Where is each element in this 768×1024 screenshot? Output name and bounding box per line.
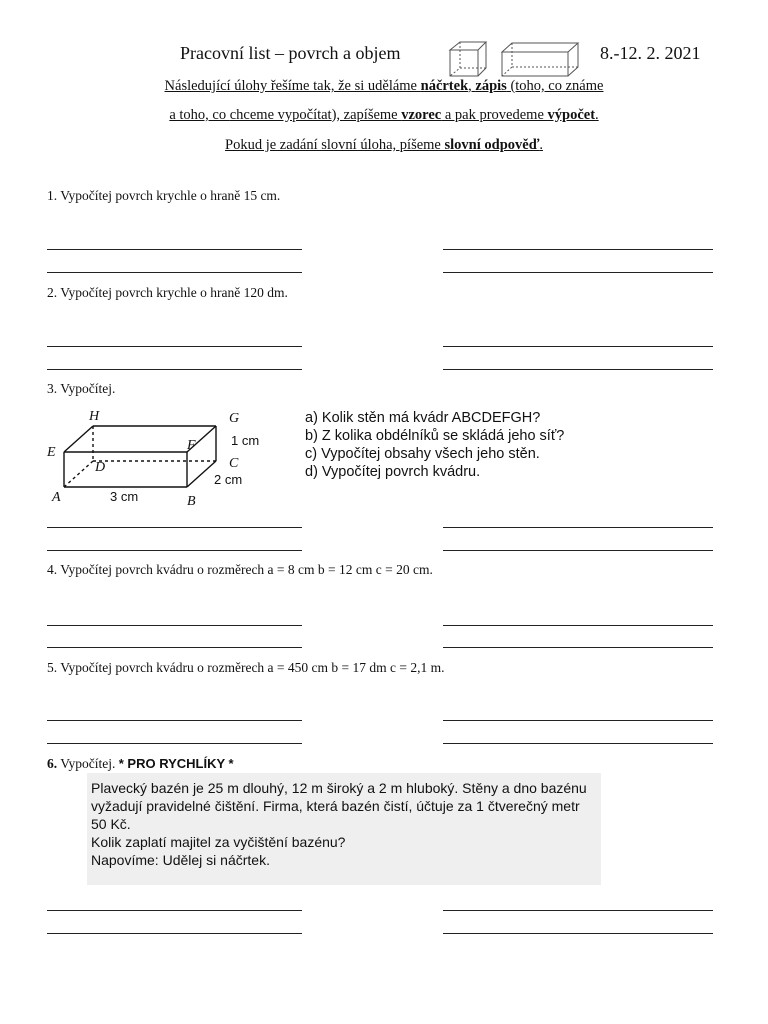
- vertex-label: F: [187, 438, 196, 453]
- answer-line: [47, 910, 302, 911]
- date: 8.-12. 2. 2021: [600, 43, 701, 63]
- answer-line: [443, 910, 713, 911]
- answer-line: [443, 369, 713, 370]
- answer-line: [443, 933, 713, 934]
- intro-line-1: Následující úlohy řešíme tak, že si uděláme náčrtek, zápis (toho, co známe: [164, 78, 604, 94]
- vertex-label: B: [187, 494, 196, 509]
- question-item: a) Kolik stěn má kvádr ABCDEFGH?: [305, 410, 541, 426]
- task-3: 3. Vypočítej.: [47, 381, 116, 396]
- answer-line: [443, 346, 713, 347]
- cuboid-icon: [498, 40, 582, 78]
- vertex-label: E: [47, 445, 56, 460]
- task-6: 6. Vypočítej. * PRO RYCHLÍKY *: [47, 756, 234, 771]
- question-item: b) Z kolika obdélníků se skládá jeho síť?: [305, 428, 565, 444]
- answer-line: [443, 647, 713, 648]
- answer-line: [47, 625, 302, 626]
- answer-line: [47, 743, 302, 744]
- answer-line: [47, 249, 302, 250]
- pool-text-line: vyžadují pravidelné čištění. Firma, která bazén čistí, účtuje za 1 čtverečný metr: [91, 798, 580, 814]
- intro-line-3: Pokud je zadání slovní úloha, píšeme slovní odpověď.: [225, 137, 543, 153]
- cuboid-diagram: [44, 405, 276, 509]
- pool-text-line: 50 Kč.: [91, 816, 131, 832]
- dim-label-a: 3 cm: [110, 489, 139, 504]
- answer-line: [47, 647, 302, 648]
- task-5: 5. Vypočítej povrch kvádru o rozměrech a = 450 cm b = 17 dm c = 2,1 m.: [47, 660, 445, 675]
- vertex-label: A: [52, 490, 61, 505]
- answer-line: [443, 249, 713, 250]
- answer-line: [443, 527, 713, 528]
- dim-label-b: 2 cm: [214, 472, 243, 487]
- question-item: d) Vypočítej povrch kvádru.: [305, 464, 481, 480]
- intro-line-2: a toho, co chceme vypočítat), zapíšeme vzorec a pak provedeme výpočet.: [169, 107, 599, 123]
- answer-line: [47, 527, 302, 528]
- answer-line: [47, 272, 302, 273]
- answer-line: [443, 743, 713, 744]
- vertex-label: D: [95, 460, 106, 475]
- task-2: 2. Vypočítej povrch krychle o hraně 120 dm.: [47, 285, 288, 300]
- answer-line: [47, 933, 302, 934]
- vertex-label: G: [229, 411, 240, 426]
- vertex-label: C: [229, 456, 239, 471]
- cube-icon: [446, 40, 492, 78]
- question-item: c) Vypočítej obsahy všech jeho stěn.: [305, 446, 540, 462]
- task-1: 1. Vypočítej povrch krychle o hraně 15 cm.: [47, 188, 281, 203]
- answer-line: [47, 346, 302, 347]
- pool-text-line: Napovíme: Udělej si náčrtek.: [91, 852, 270, 868]
- answer-line: [47, 369, 302, 370]
- vertex-label: H: [89, 409, 100, 424]
- pool-text-line: Kolik zaplatí majitel za vyčištění bazénu?: [91, 834, 346, 850]
- answer-line: [443, 625, 713, 626]
- task3-questions: [305, 409, 564, 481]
- dim-label-c: 1 cm: [231, 433, 260, 448]
- answer-line: [47, 550, 302, 551]
- answer-line: [443, 272, 713, 273]
- answer-line: [443, 550, 713, 551]
- pool-text-line: Plavecký bazén je 25 m dlouhý, 12 m široký a 2 m hluboký. Stěny a dno bazénu: [91, 780, 587, 796]
- task-4: 4. Vypočítej povrch kvádru o rozměrech a = 8 cm b = 12 cm c = 20 cm.: [47, 562, 433, 577]
- answer-line: [443, 720, 713, 721]
- answer-line: [47, 720, 302, 721]
- pool-problem-box: [87, 773, 601, 885]
- page-title: Pracovní list – povrch a objem: [180, 43, 401, 63]
